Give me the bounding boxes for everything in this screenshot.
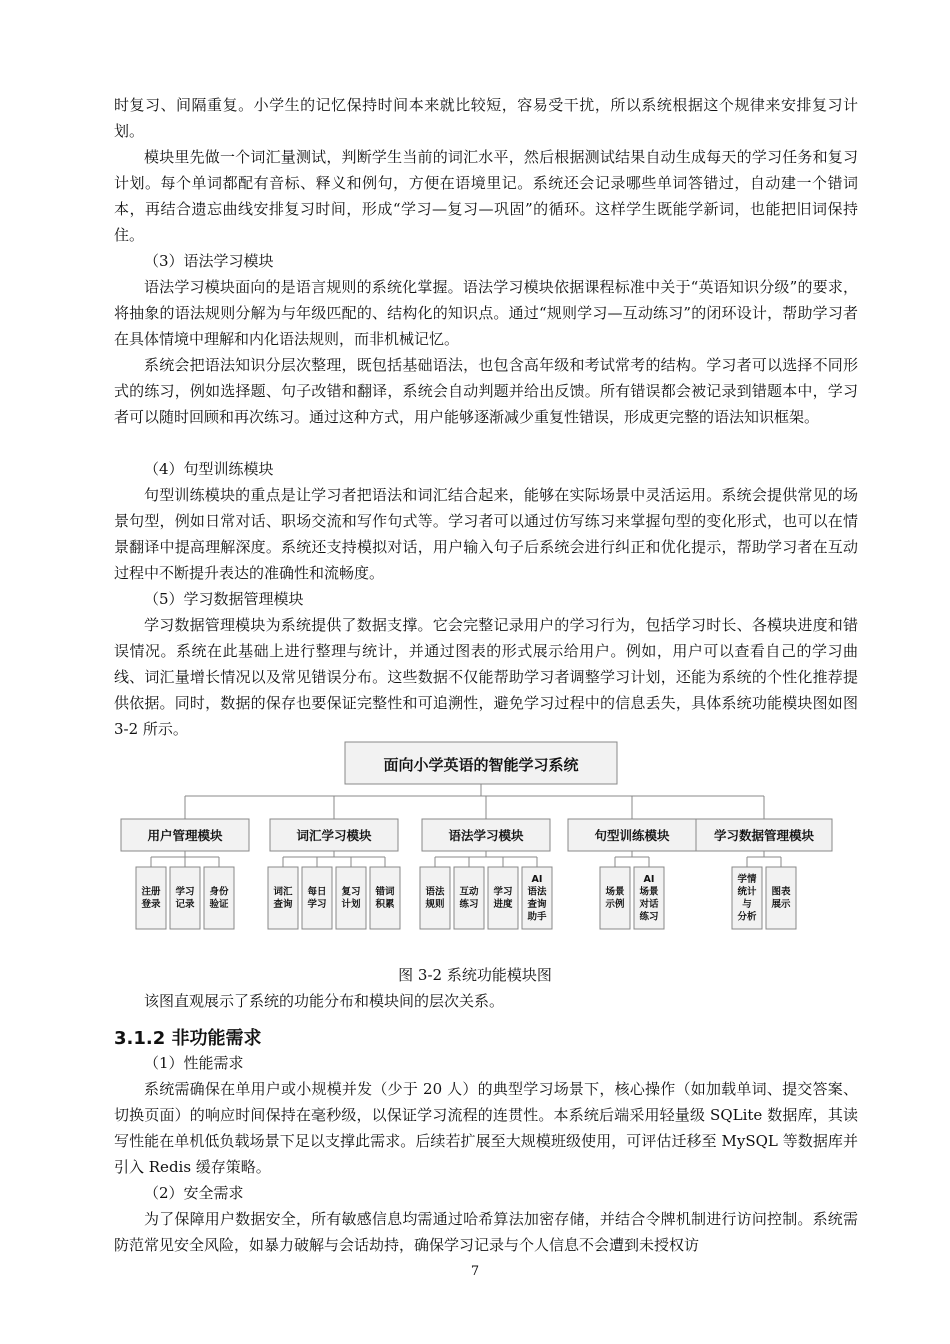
submodule-label: 每日 — [307, 886, 327, 898]
submodule-box — [336, 867, 366, 929]
submodule-label: 学习 — [493, 886, 513, 898]
submodule-box — [302, 867, 332, 929]
module-label: 词汇学习模块 — [296, 828, 372, 843]
submodule-box — [488, 867, 518, 929]
submodule-box — [370, 867, 400, 929]
submodule-label: 场景 — [639, 886, 659, 898]
submodule-label: 复习 — [341, 886, 361, 898]
submodule-box — [454, 867, 484, 929]
submodule-label: 注册 — [141, 886, 161, 898]
paragraph-performance: 系统需确保在单用户或小规模并发（少于 20 人）的典型学习场景下，核心操作（如加载单词、提交答案、切换页面）的响应时间保持在毫秒级，以保证学习流程的连贯性。本系统后端采用轻量级 SQLite 数据库，其读写性能在单机低负载场景下足以支撑此需求。后续若扩展至大规模班级使用，可评估迁移至 MySQL 等数据库并引入 Redis 缓存策略。 — [114, 1080, 858, 1176]
submodule-label: 分析 — [737, 911, 757, 923]
submodule-label: 对话 — [639, 899, 659, 910]
submodule-label: 规则 — [425, 899, 445, 910]
submodule-label: 统计 — [737, 886, 757, 898]
submodule-label: 积累 — [375, 899, 395, 910]
submodule-box — [136, 867, 166, 929]
subheading-grammar-module: （3）语法学习模块 — [144, 252, 274, 270]
submodule-box — [170, 867, 200, 929]
submodule-label: 示例 — [605, 899, 625, 910]
submodule-label: 助手 — [527, 911, 547, 923]
submodule-box — [420, 867, 450, 929]
paragraph-vocabulary-module: 模块里先做一个词汇量测试，判断学生当前的词汇水平，然后根据测试结果自动生成每天的学习任务和复习计划。每个单词都配有音标、释义和例句，方便在语境里记。系统还会记录哪些单词答错过，自动建一个错词本，再结合遗忘曲线安排复习时间，形成“学习—复习—巩固”的循环。这样学生既能学新词，也能把旧词保持住。 — [114, 148, 858, 244]
submodule-label: 查询 — [273, 899, 293, 910]
system-module-diagram — [0, 730, 950, 960]
root-label: 面向小学英语的智能学习系统 — [383, 756, 579, 774]
submodule-label: 练习 — [459, 899, 479, 910]
submodule-label: 计划 — [341, 899, 361, 910]
submodule-label: 记录 — [175, 899, 195, 910]
module-label: 学习数据管理模块 — [713, 828, 815, 843]
submodule-label: 学习 — [307, 899, 327, 910]
subheading-data-module: （5）学习数据管理模块 — [144, 590, 304, 608]
section-title-nonfunctional: 3.1.2 非功能需求 — [114, 1028, 262, 1049]
submodule-label: 查询 — [527, 899, 547, 910]
submodule-label: 语法 — [527, 886, 547, 898]
paragraph-data-management: 学习数据管理模块为系统提供了数据支撑。它会完整记录用户的学习行为，包括学习时长、各模块进度和错误情况。系统在此基础上进行整理与统计，并通过图表的形式展示给用户。例如，用户可以查看自己的学习曲线、词汇量增长情况以及常见错误分布。这些数据不仅能帮助学习者调整学习计划，还能为系统的个性化推荐提供依据。同时，数据的保存也要保证完整性和可追溯性，避免学习过程中的信息丢失，具体系统功能模块图如图 3-2 所示。 — [114, 616, 858, 738]
submodule-label: 词汇 — [273, 886, 293, 898]
submodule-label: 进度 — [493, 899, 513, 910]
module-label: 句型训练模块 — [594, 828, 670, 843]
subheading-performance: （1）性能需求 — [144, 1054, 244, 1072]
submodule-label: 学习 — [175, 886, 195, 898]
submodule-label: 与 — [742, 899, 752, 910]
submodule-label: 登录 — [141, 899, 161, 910]
submodule-box — [766, 867, 796, 929]
subheading-sentence-module: （4）句型训练模块 — [144, 460, 274, 478]
submodule-label: 练习 — [639, 911, 659, 923]
paragraph-grammar-details: 系统会把语法知识分层次整理，既包括基础语法，也包含高年级和考试常考的结构。学习者可以选择不同形式的练习，例如选择题、句子改错和翻译，系统会自动判题并给出反馈。所有错误都会被记录到错题本中，学习者可以随时回顾和再次练习。通过这种方式，用户能够逐渐减少重复性错误，形成更完整的语法知识框架。 — [114, 356, 858, 426]
submodule-box — [268, 867, 298, 929]
submodule-label: 语法 — [425, 886, 445, 898]
submodule-label: 互动 — [459, 886, 479, 898]
module-label: 语法学习模块 — [448, 828, 524, 843]
submodule-label: 错词 — [375, 886, 395, 898]
submodule-label: 学情 — [737, 874, 757, 885]
submodule-label: 展示 — [771, 899, 791, 910]
figure-caption: 图 3-2 系统功能模块图 — [398, 966, 552, 984]
submodule-label: AI — [643, 874, 655, 885]
paragraph-figure-description: 该图直观展示了系统的功能分布和模块间的层次关系。 — [144, 992, 505, 1010]
submodule-label: 身份 — [209, 886, 229, 898]
paragraph-memory-review: 时复习、间隔重复。小学生的记忆保持时间本来就比较短，容易受干扰，所以系统根据这个规律来安排复习计划。 — [114, 96, 858, 140]
submodule-label: 场景 — [605, 886, 625, 898]
submodule-label: 图表 — [771, 886, 791, 898]
submodule-label: AI — [531, 874, 543, 885]
paragraph-grammar-intro: 语法学习模块面向的是语言规则的系统化掌握。语法学习模块依据课程标准中关于“英语知识分级”的要求，将抽象的语法规则分解为与年级匹配的、结构化的知识点。通过“规则学习—互动练习”的闭环设计，帮助学习者在具体情境中理解和内化语法规则，而非机械记忆。 — [114, 278, 858, 348]
submodule-box — [204, 867, 234, 929]
module-label: 用户管理模块 — [147, 828, 223, 843]
page-number: 7 — [470, 1264, 480, 1279]
paragraph-sentence-training: 句型训练模块的重点是让学习者把语法和词汇结合起来，能够在实际场景中灵活运用。系统会提供常见的场景句型，例如日常对话、职场交流和写作句式等。学习者可以通过仿写练习来掌握句型的变化形式，也可以在情景翻译中提高理解深度。系统还支持模拟对话，用户输入句子后系统会进行纠正和优化提示，帮助学习者在互动过程中不断提升表达的准确性和流畅度。 — [114, 486, 858, 582]
subheading-security: （2）安全需求 — [144, 1184, 244, 1202]
submodule-label: 验证 — [209, 899, 229, 910]
submodule-box — [600, 867, 630, 929]
paragraph-security: 为了保障用户数据安全，所有敏感信息均需通过哈希算法加密存储，并结合令牌机制进行访问控制。系统需防范常见安全风险，如暴力破解与会话劫持，确保学习记录与个人信息不会遭到未授权访 — [114, 1210, 858, 1254]
